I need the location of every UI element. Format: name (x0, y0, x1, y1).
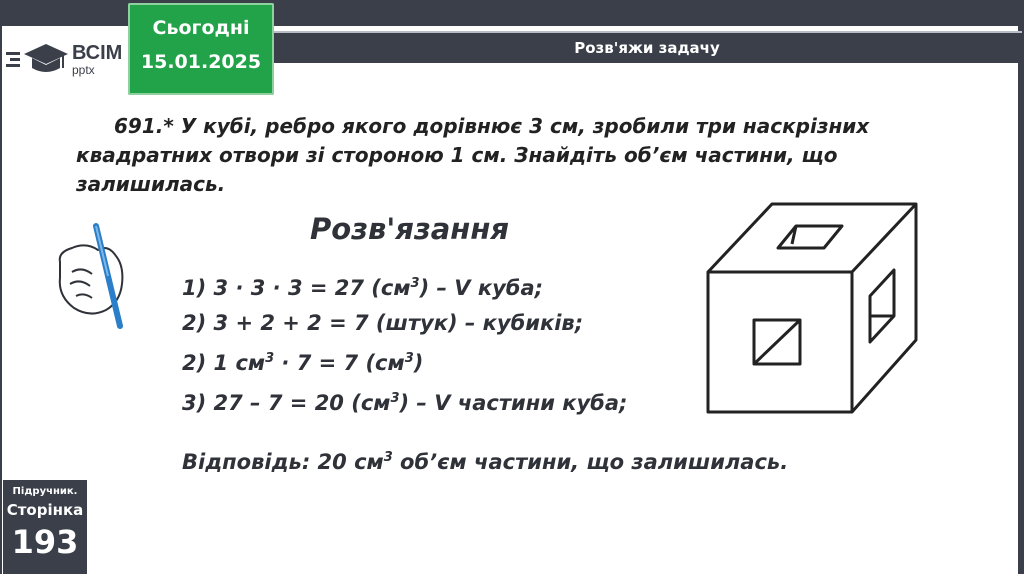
solution-step: 1) 3 · 3 · 3 = 27 $(см^3)$ – V куба; (182, 276, 544, 300)
date-badge (128, 3, 274, 95)
answer-text: Відповідь: 20 $см^3$ об’єм частини, що залишилась. (182, 450, 789, 474)
today-label: Сьогодні (152, 17, 250, 39)
solution-heading: Розв'язання (310, 212, 509, 246)
cube-diagram (700, 196, 930, 418)
title-bar (272, 31, 1022, 63)
writing-hand-icon (50, 222, 140, 334)
solution-step: 2) 1 $см^3 \cdot 7 = 7$ $(см^3)$ (182, 351, 424, 375)
logo (6, 40, 126, 80)
textbook-label: Підручник. (12, 486, 78, 497)
solution-steps (182, 266, 627, 421)
graduation-cap-icon (6, 40, 68, 80)
logo-subtext: pptx (72, 63, 95, 77)
date-value: 15.01.2025 (140, 51, 262, 73)
page-label: Сторінка (6, 501, 84, 519)
slide-title: Розв'яжи задачу (574, 39, 720, 57)
logo-text: ВСІМ (72, 42, 123, 64)
textbook-page-box (3, 480, 87, 574)
solution-step: 3) 27 – 7 = 20 $(см^3)$ – V частини куба; (182, 391, 628, 415)
problem-text: 691.* У кубі, ребро якого дорівнює 3 см, зробили три наскрізних квадратних отвори зі стороною 1 см. Знайдіть об’єм частини, що залишилась. (76, 114, 870, 196)
page-number: 193 (11, 523, 79, 561)
solution-step: 2) 3 + 2 + 2 = 7 (штук) – кубиків; (182, 311, 584, 335)
